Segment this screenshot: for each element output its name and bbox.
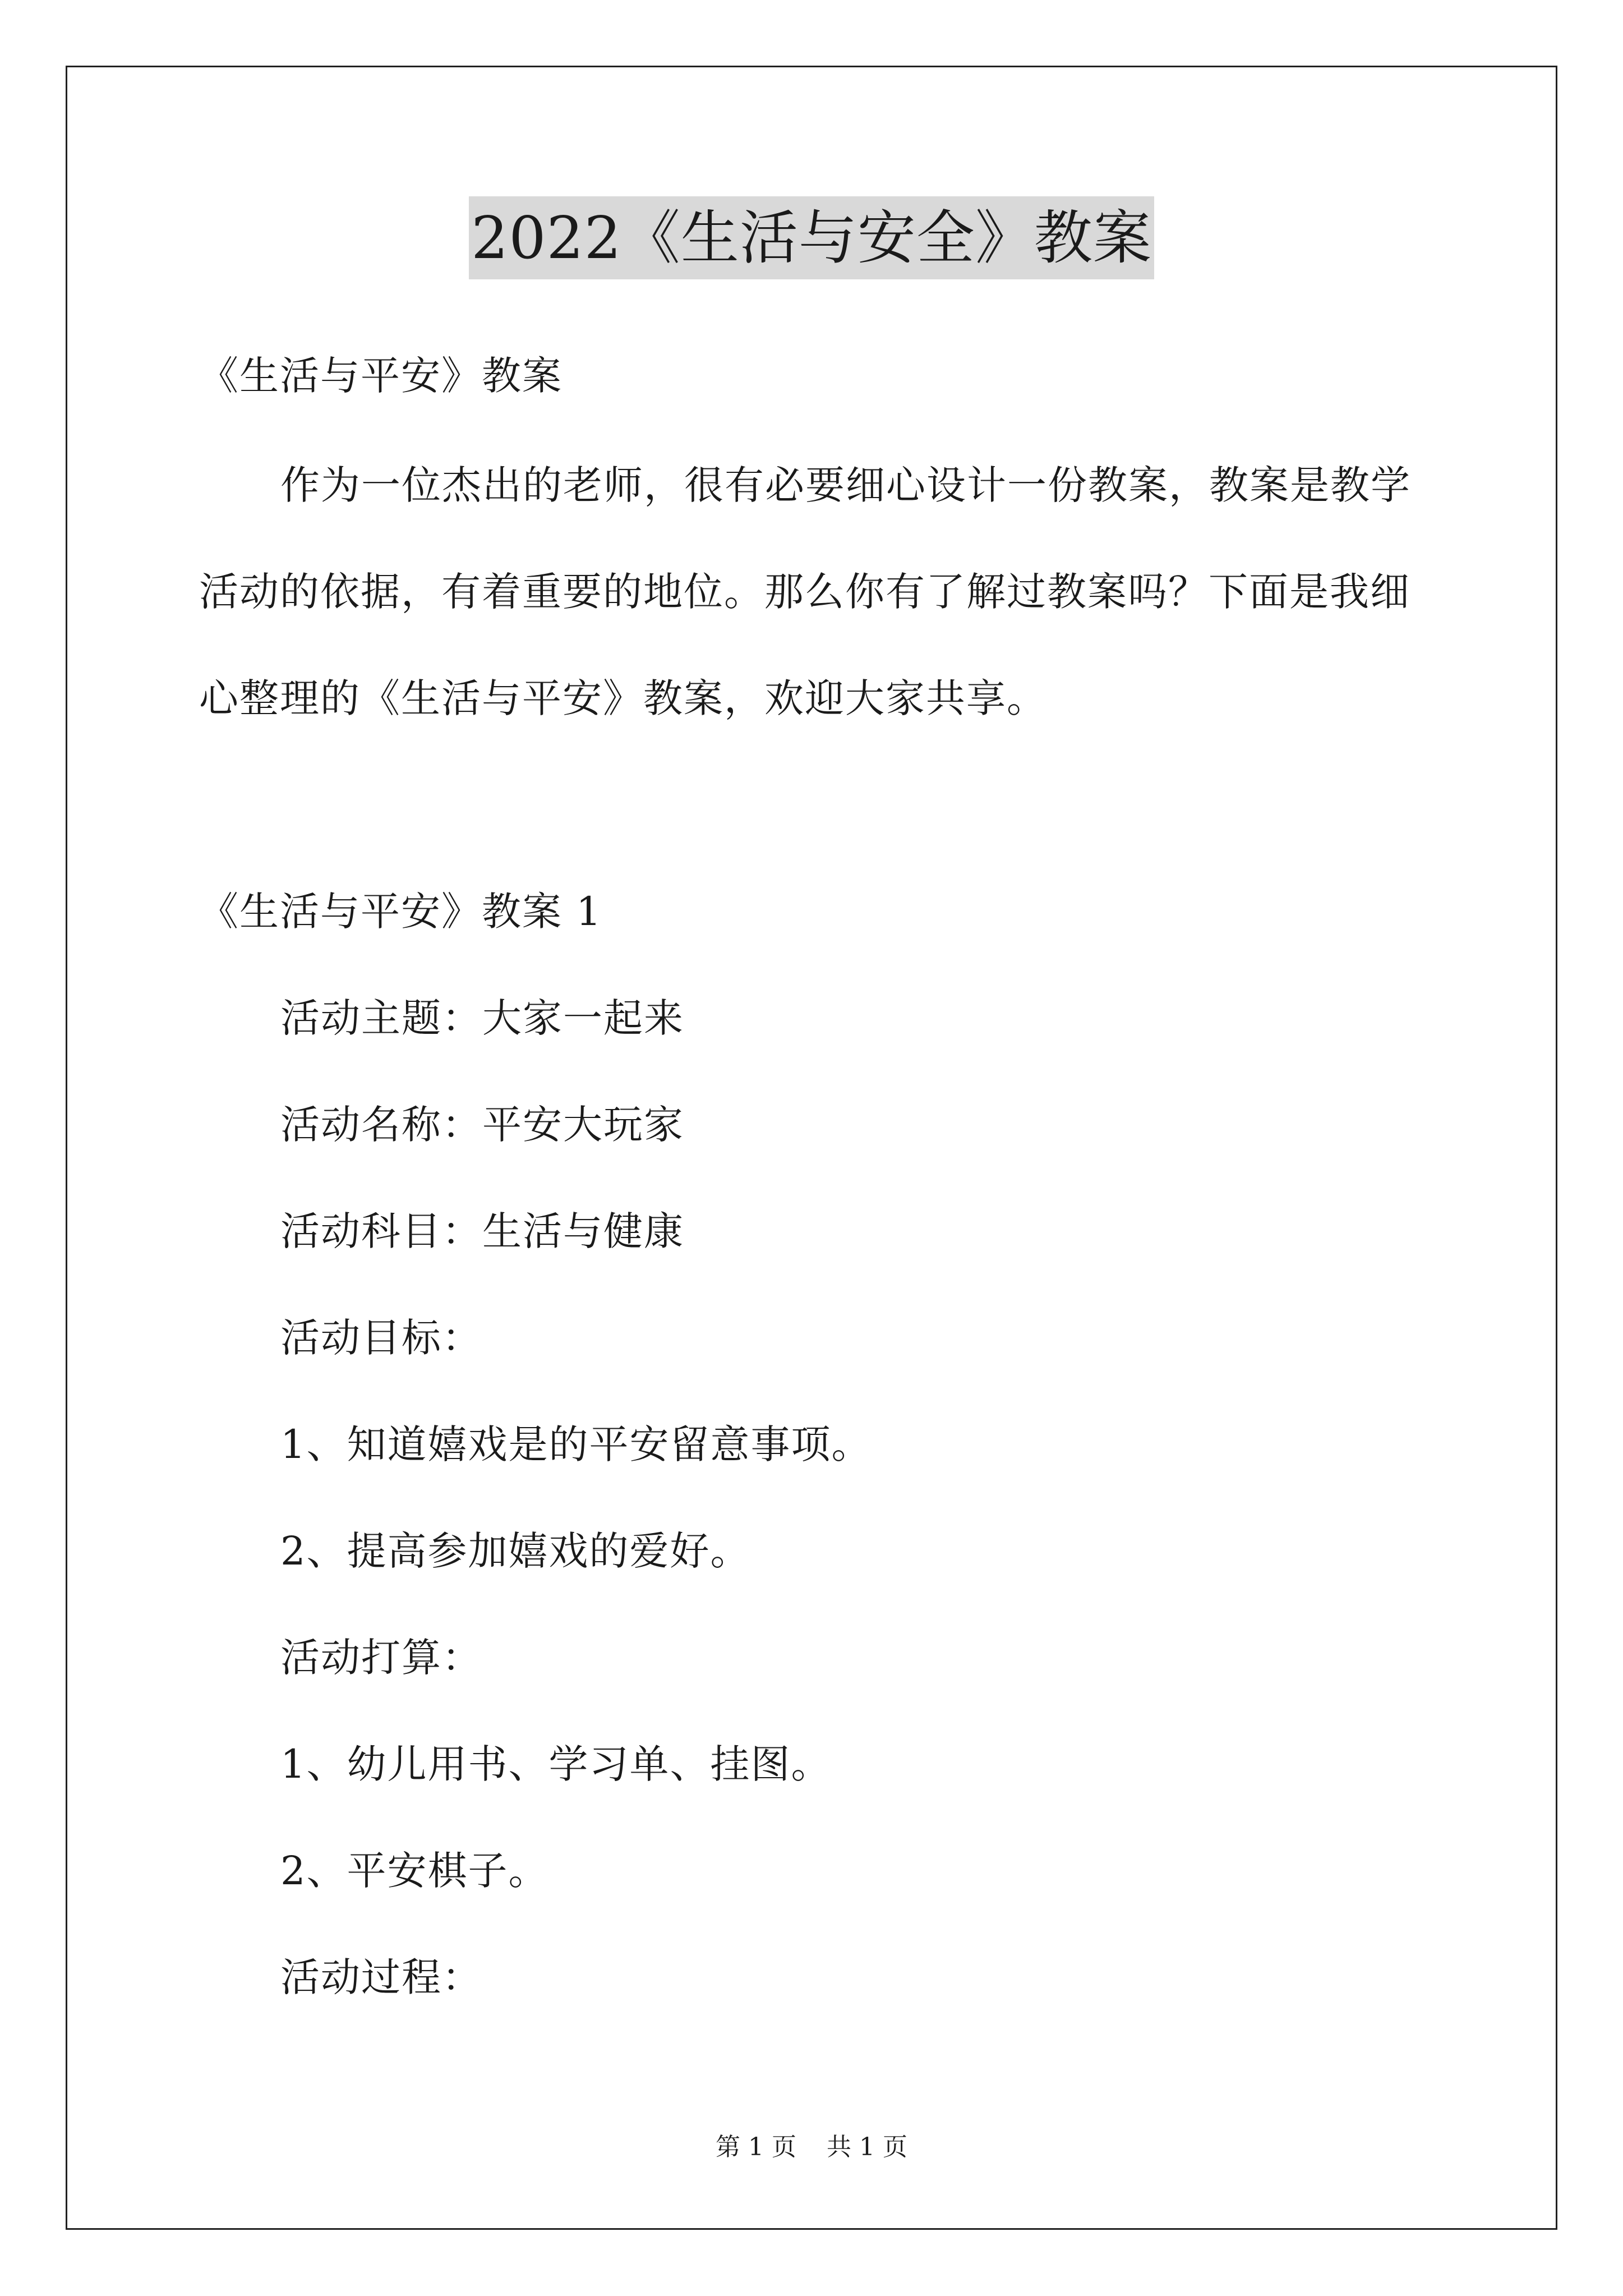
body-line-9: 2、平安棋子。: [280, 1848, 549, 1894]
body-line-7: 活动打算：: [280, 1635, 482, 1681]
body-line-10: 活动过程：: [280, 1954, 482, 2000]
document-title: 2022《生活与安全》教案: [469, 196, 1154, 279]
body-line-6: 2、提高参加嬉戏的爱好。: [280, 1528, 751, 1574]
body-line-5: 1、知道嬉戏是的平安留意事项。: [280, 1421, 872, 1467]
body-line-2: 活动名称：平安大玩家: [280, 1102, 684, 1148]
section-heading: 《生活与平安》教案 1: [199, 889, 602, 935]
page-footer: [0, 2131, 1623, 2164]
body-line-8: 1、幼儿用书、学习单、挂图。: [280, 1741, 832, 1787]
intro-line-1: 作为一位杰出的老师，很有必要细心设计一份教案，教案是教学: [280, 462, 1411, 508]
body-line-3: 活动科目：生活与健康: [280, 1208, 684, 1254]
body-line-4: 活动目标：: [280, 1315, 482, 1361]
body-line-1: 活动主题：大家一起来: [280, 995, 684, 1041]
document-subtitle: 《生活与平安》教案: [199, 353, 562, 399]
intro-line-2: 活动的依据，有着重要的地位。那么你有了解过教案吗？下面是我细: [199, 569, 1410, 615]
page-total: 共 1 页: [827, 2133, 907, 2161]
title-container: [0, 196, 1623, 279]
page-number: 第 1 页: [716, 2133, 796, 2161]
intro-line-3: 心整理的《生活与平安》教案，欢迎大家共享。: [199, 675, 1047, 721]
